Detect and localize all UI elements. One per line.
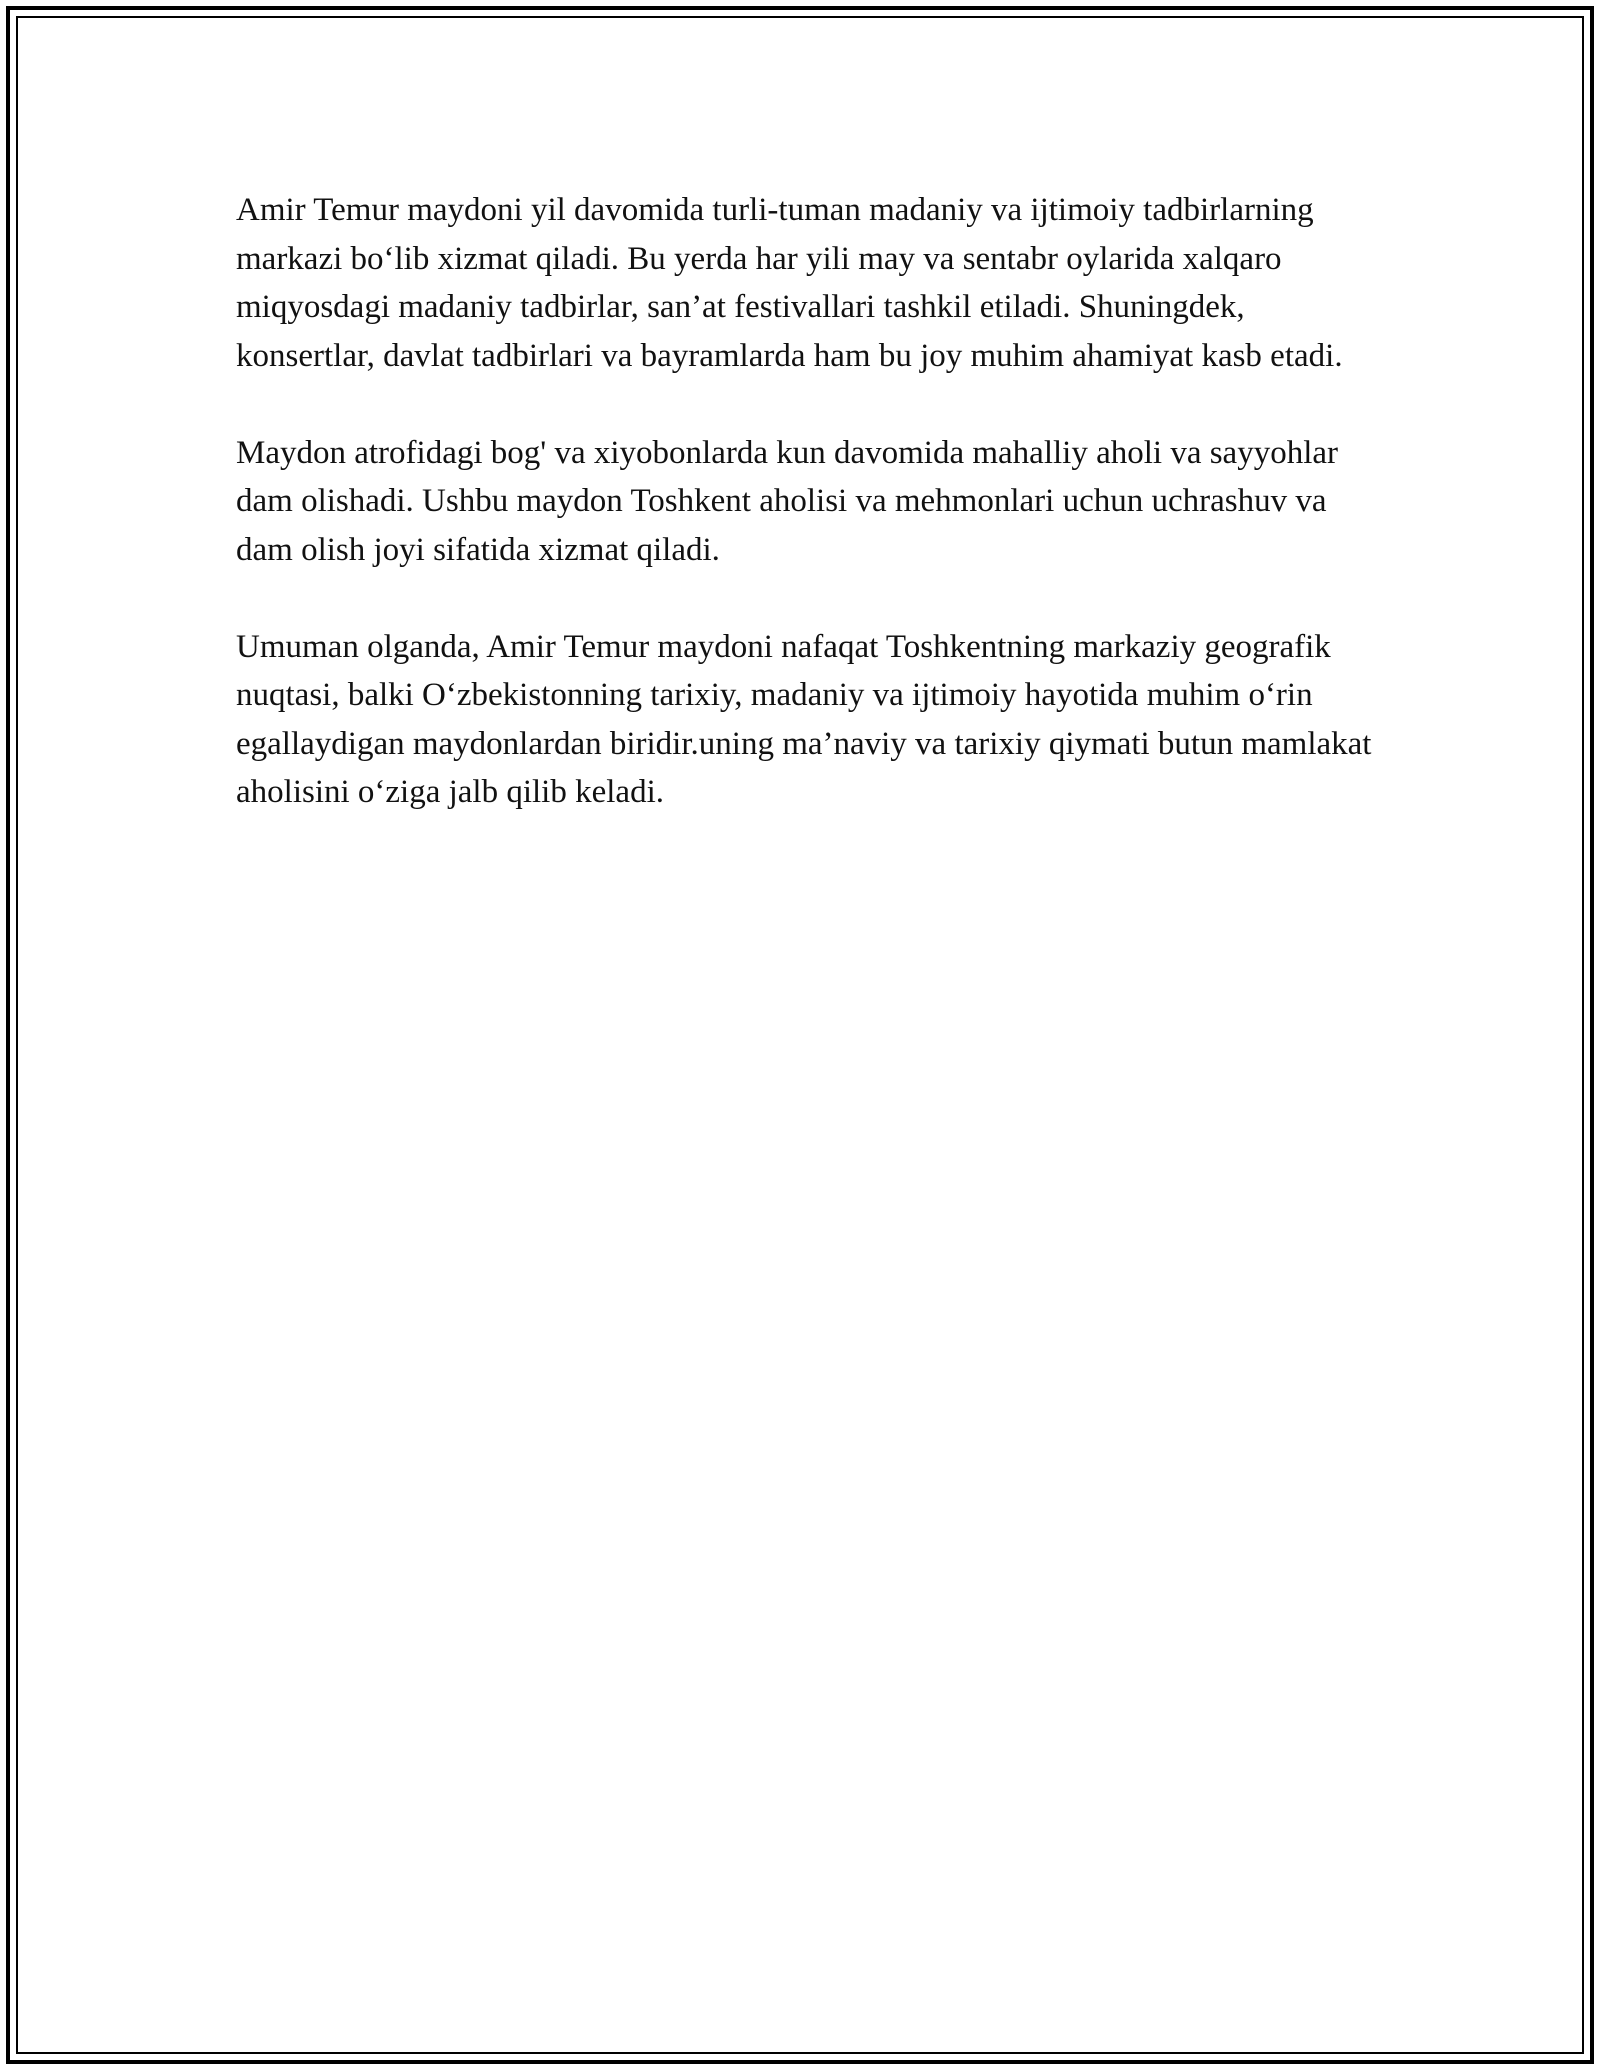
paragraph-2: Maydon atrofidagi bog' va xiyobonlarda kun davomida mahalliy aholi va sayyohlar dam olishadi. Ushbu maydon Toshkent aholisi va mehmonlari uchun uchrashuv va dam olish joyi sifatida xizmat qiladi. bbox=[236, 434, 1339, 568]
document-body bbox=[236, 186, 1386, 865]
paragraph-3: Umuman olganda, Amir Temur maydoni nafaqat Toshkentning markaziy geografik nuqtasi, balki O‘zbekistonning tarixiy, madaniy va ijtimoiy hayotida muhim o‘rin egallaydigan maydonlardan biridir.uning ma’naviy va tarixiy qiymati butun mamlakat aholisini o‘ziga jalb qilib keladi. bbox=[236, 628, 1372, 810]
paragraph-1: Amir Temur maydoni yil davomida turli-tuman madaniy va ijtimoiy tadbirlarning markazi bo‘lib xizmat qiladi. Bu yerda har yili may va sentabr oylarida xalqaro miqyosdagi madaniy tadbirlar, san’at festivallari tashkil etiladi. Shuningdek, konsertlar, davlat tadbirlari va bayramlarda ham bu joy muhim ahamiyat kasb etadi. bbox=[236, 192, 1343, 374]
